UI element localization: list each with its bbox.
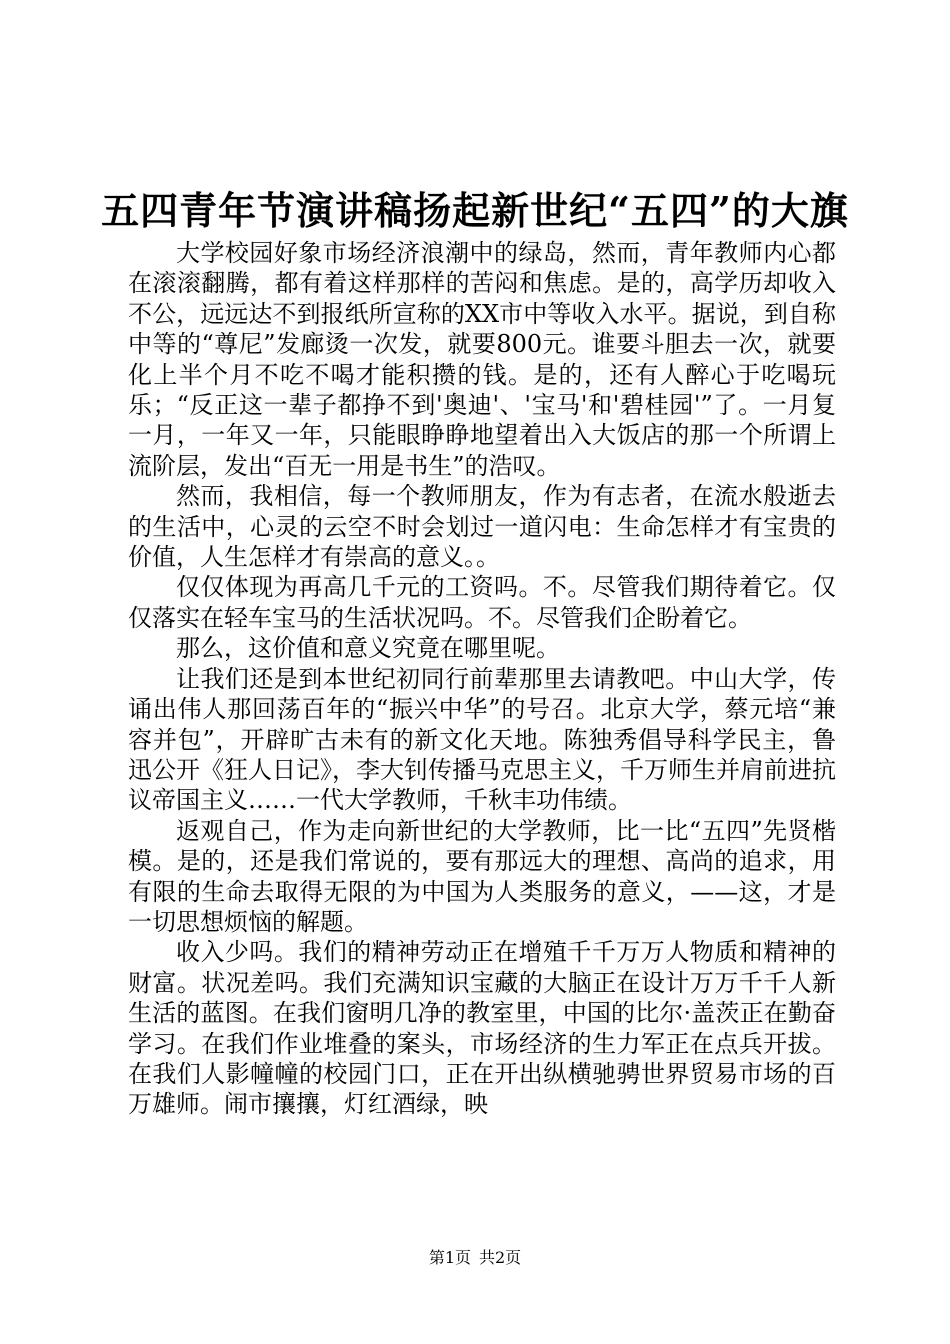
document-body <box>128 238 836 1120</box>
page-number: 第1页 <box>428 1248 471 1267</box>
paragraph: 让我们还是到本世纪初同行前辈那里去请教吧。中山大学，传诵出伟人那回荡百年的“振兴中华”的号召。北京大学，蔡元培“兼容并包”，开辟旷古未有的新文化天地。陈独秀倡导科学民主，鲁迅公开《狂人日记》，李大钊传播马克思主义，千万师生并肩前进抗议帝国主义……一代大学教师，千秋丰功伟绩。 <box>128 664 836 815</box>
paragraph: 返观自己，作为走向新世纪的大学教师，比一比“五四”先贤楷模。是的，还是我们常说的，要有那远大的理想、高尚的追求，用有限的生命去取得无限的为中国为人类服务的意义，——这，才是一切思想烦恼的解题。 <box>128 816 836 936</box>
page-total: 共2页 <box>479 1248 522 1267</box>
document-title: 五四青年节演讲稿扬起新世纪“五四”的大旗 <box>101 188 849 233</box>
page-footer <box>0 1248 950 1268</box>
paragraph: 那么，这价值和意义究竟在哪里呢。 <box>176 634 560 663</box>
paragraph: 然而，我相信，每一个教师朋友，作为有志者，在流水般逝去的生活中，心灵的云空不时会划过一道闪电：生命怎样才有宝贵的价值，人生怎样才有崇高的意义。。 <box>128 482 836 572</box>
paragraph: 收入少吗。我们的精神劳动正在增殖千千万万人物质和精神的财富。状况差吗。我们充满知识宝藏的大脑正在设计万万千千人新生活的蓝图。在我们窗明几净的教室里，中国的比尔·盖茨正在勤奋学习。在我们作业堆叠的案头，市场经济的生力军正在点兵开拔。在我们人影幢幢的校园门口，正在开出纵横驰骋世界贸易市场的百万雄师。闹市攘攘，灯红酒绿，映 <box>128 938 836 1119</box>
paragraph: 大学校园好象市场经济浪潮中的绿岛，然而，青年教师内心都在滚滚翻腾，都有着这样那样的苦闷和焦虑。是的，高学历却收入不公，远远达不到报纸所宣称的XX市中等收入水平。据说，到自称中等的“尊尼”发廊烫一次发，就要800元。谁要斗胆去一次，就要化上半个月不吃不喝才能积攒的钱。是的，还有人醉心于吃喝玩乐；“反正这一辈子都挣不到'奥迪'、'宝马'和'碧桂园'”了。一月复一月，一年又一年，只能眼睁睁地望着出入大饭店的那一个所谓上流阶层，发出“百无一用是书生”的浩叹。 <box>128 239 836 480</box>
paragraph: 仅仅体现为再高几千元的工资吗。不。尽管我们期待着它。仅仅落实在轻车宝马的生活状况吗。不。尽管我们企盼着它。 <box>128 573 836 632</box>
